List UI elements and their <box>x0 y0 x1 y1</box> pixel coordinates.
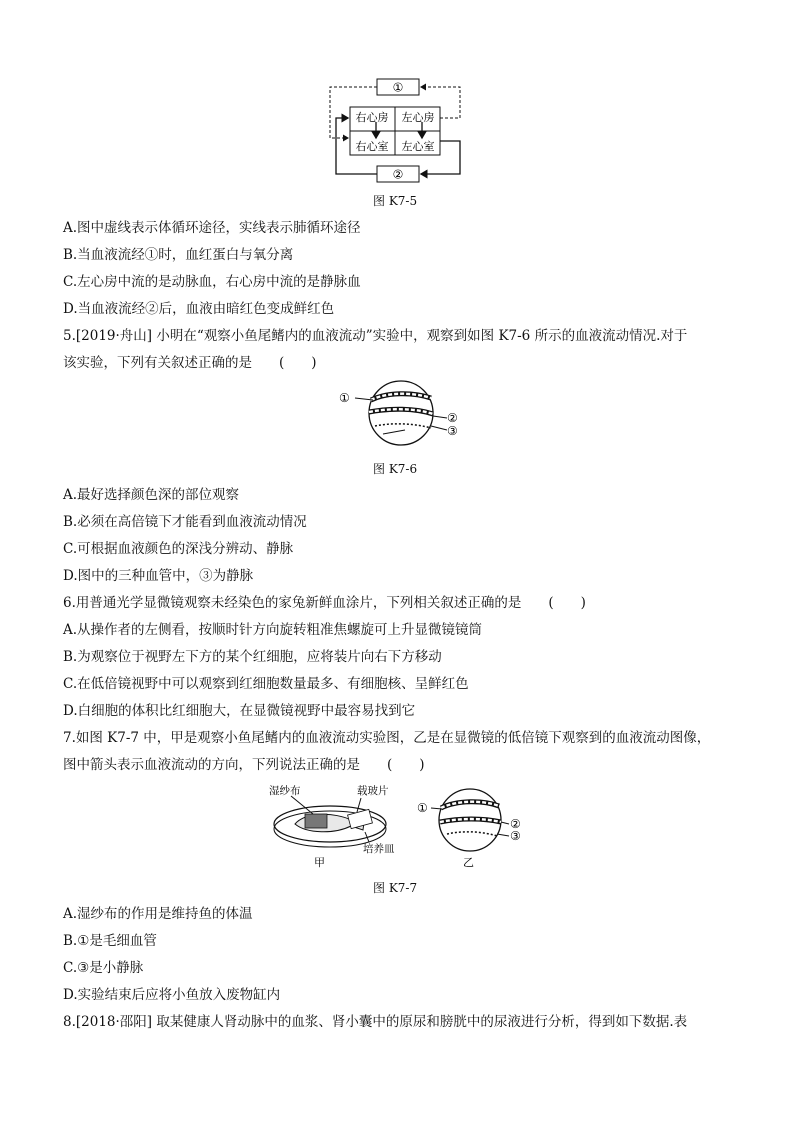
q4-option-c: C.左心房中流的是动脉血，右心房中流的是静脉血 <box>63 274 361 290</box>
q7-option-a: A.湿纱布的作用是维持鱼的体温 <box>63 906 253 922</box>
k7-6-label-3: ③ <box>447 424 458 438</box>
q5-option-a: A.最好选择颜色深的部位观察 <box>63 487 240 503</box>
label-circle-2: ② <box>392 167 404 182</box>
microscope-field-k7-6 <box>335 378 465 448</box>
q5-stem-line2: 该实验，下列有关叙述正确的是 ( ) <box>63 355 317 371</box>
fish-experiment-figure <box>265 780 535 872</box>
q6-stem: 6.用普通光学显微镜观察未经染色的家兔新鲜血涂片，下列相关叙述正确的是 ( ) <box>63 595 586 611</box>
caption-k7-5: 图 K7-5 <box>373 194 418 208</box>
q5-option-c: C.可根据血液颜色的深浅分辨动、静脉 <box>63 541 294 557</box>
q4-option-b: B.当血液流经①时，血红蛋白与氧分离 <box>63 247 294 263</box>
figure-k7-6 <box>335 378 465 448</box>
q7-stem-line1: 7.如图 K7-7 中，甲是观察小鱼尾鳍内的血液流动实验图，乙是在显微镜的低倍镜下观察到的血液流动图像， <box>63 730 711 746</box>
q5-option-d: D.图中的三种血管中，③为静脉 <box>63 568 254 584</box>
k7-6-label-1: ① <box>339 391 350 405</box>
q7-option-d: D.实验结束后应将小鱼放入废物缸内 <box>63 987 281 1003</box>
q7-stem-line2: 图中箭头表示血液流动的方向，下列说法正确的是 ( ) <box>63 757 425 773</box>
k7-7-label-3: ③ <box>510 829 521 843</box>
figure-k7-5 <box>320 74 470 184</box>
label-dish: 培养皿 <box>363 843 395 855</box>
caption-k7-7: 图 K7-7 <box>373 881 418 895</box>
circulation-diagram <box>320 74 470 184</box>
q6-option-a: A.从操作者的左侧看，按顺时针方向旋转粗准焦螺旋可上升显微镜镜筒 <box>63 622 483 638</box>
label-wet-gauze: 湿纱布 <box>269 785 301 797</box>
q6-option-c: C.在低倍镜视野中可以观察到红细胞数量最多、有细胞核、呈鲜红色 <box>63 676 469 692</box>
q4-option-d: D.当血液流经②后，血液由暗红色变成鲜红色 <box>63 301 335 317</box>
left-atrium-label: 左心房 <box>401 111 435 124</box>
label-jia: 甲 <box>314 856 325 869</box>
label-yi: 乙 <box>463 856 474 869</box>
k7-6-label-2: ② <box>447 411 458 425</box>
q7-option-b: B.①是毛细血管 <box>63 933 157 949</box>
q7-option-c: C.③是小静脉 <box>63 960 144 976</box>
q6-option-b: B.为观察位于视野左下方的某个红细胞，应将装片向右下方移动 <box>63 649 442 665</box>
left-ventricle-label: 左心室 <box>401 140 435 153</box>
q4-option-a: A.图中虚线表示体循环途径，实线表示肺循环途径 <box>63 220 361 236</box>
q5-option-b: B.必须在高倍镜下才能看到血液流动情况 <box>63 514 307 530</box>
caption-k7-6: 图 K7-6 <box>373 462 418 476</box>
k7-7-label-1: ① <box>417 801 428 815</box>
label-circle-1: ① <box>392 80 404 95</box>
q5-stem-line1: 5.[2019·舟山] 小明在“观察小鱼尾鳍内的血液流动”实验中，观察到如图 K7-6 所示的血液流动情况.对于 <box>63 328 688 344</box>
q6-option-d: D.白细胞的体积比红细胞大，在显微镜视野中最容易找到它 <box>63 703 416 719</box>
q8-stem-line1: 8.[2018·邵阳] 取某健康人肾动脉中的血浆、肾小囊中的原尿和膀胱中的尿液进行分析，得到如下数据.表 <box>63 1014 688 1030</box>
figure-k7-7 <box>265 780 535 872</box>
k7-7-label-2: ② <box>510 817 521 831</box>
right-ventricle-label: 右心室 <box>355 140 389 153</box>
right-atrium-label: 右心房 <box>355 111 389 124</box>
label-slide: 载玻片 <box>357 785 389 797</box>
wet-gauze <box>305 814 327 828</box>
